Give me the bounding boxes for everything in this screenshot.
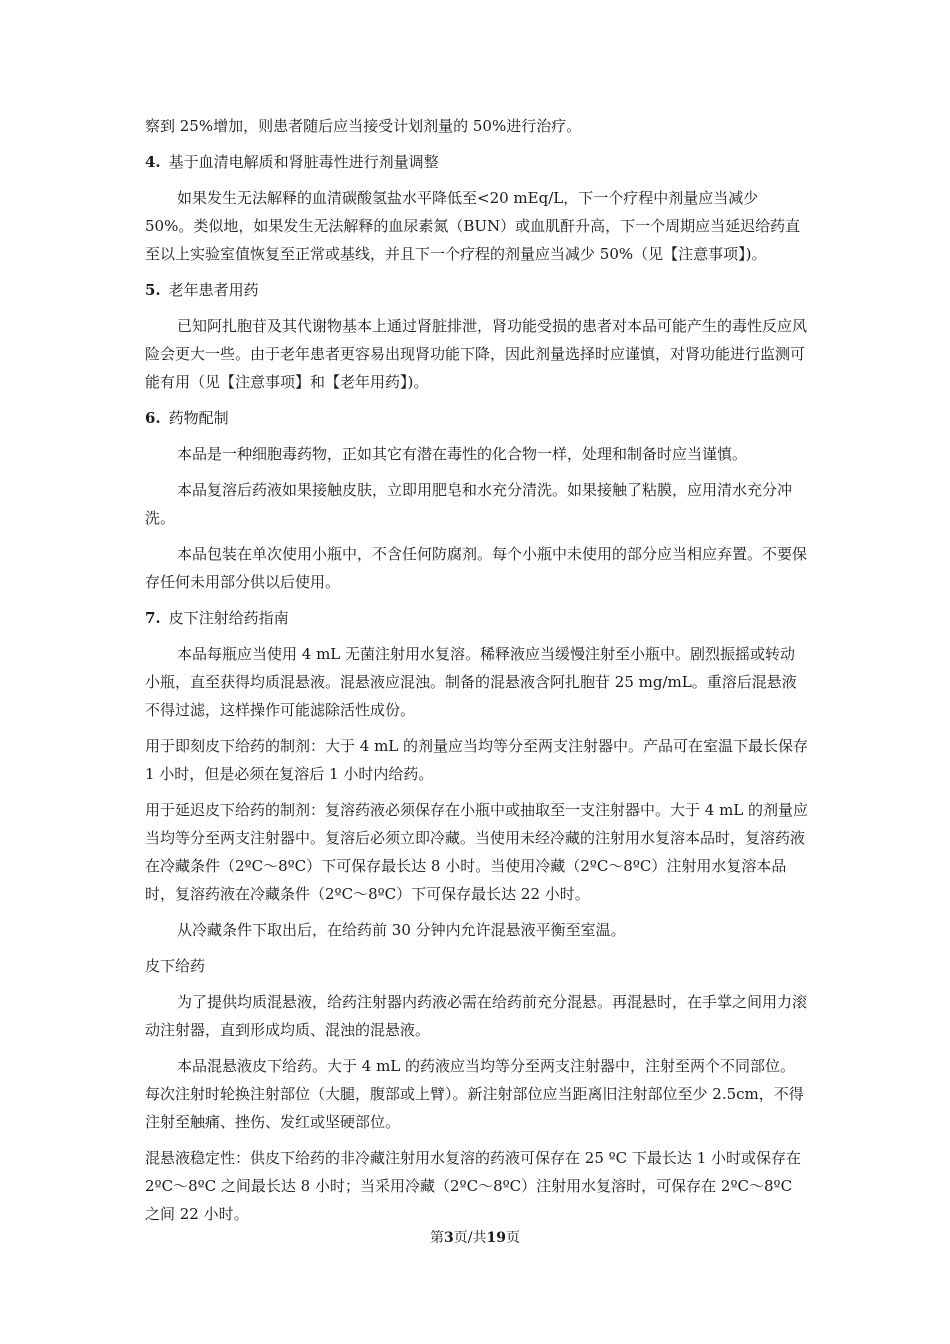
- section-title: 皮下注射给药指南: [168, 609, 289, 627]
- footer-suffix: 页: [505, 1230, 520, 1246]
- paragraph: 用于即刻皮下给药的制剂：大于 4 mL 的剂量应当均等分至两支注射器中。产品可在室温下最长保存 1 小时，但是必须在复溶后 1 小时内给药。: [145, 737, 809, 783]
- document-body: [145, 112, 810, 1236]
- section-number: 4.: [145, 153, 161, 171]
- section-number: 6.: [145, 409, 161, 427]
- section-heading: [145, 148, 810, 176]
- paragraph: 如果发生无法解释的血清碳酸氢盐水平降低至<20 mEq/L，下一个疗程中剂量应当减少 50%。类似地，如果发生无法解释的血尿素氮（BUN）或血肌酐升高，下一个周期应当延迟给药直至以上实验室值恢复至正常或基线，并且下一个疗程的剂量应当减少 50%（见【注意事项】)。: [145, 189, 801, 263]
- page-footer: [0, 1228, 950, 1248]
- section-title: 基于血清电解质和肾脏毒性进行剂量调整: [168, 153, 439, 171]
- section-heading: [145, 604, 810, 632]
- paragraph: 已知阿扎胞苷及其代谢物基本上通过肾脏排泄，肾功能受损的患者对本品可能产生的毒性反应风险会更大一些。由于老年患者更容易出现肾功能下降，因此剂量选择时应谨慎，对肾功能进行监测可能有用（见【注意事项】和【老年用药】)。: [145, 317, 808, 391]
- section-heading: [145, 404, 810, 432]
- paragraph: 混悬液稳定性：供皮下给药的非冷藏注射用水复溶的药液可保存在 25 ºC 下最长达 1 小时或保存在 2ºC～8ºC 之间最长达 8 小时；当采用冷藏（2ºC～8ºC）注射用水复溶时，可保存在 2ºC～8ºC 之间 22 小时。: [145, 1149, 802, 1223]
- footer-middle: 页/共: [453, 1230, 487, 1246]
- paragraph: 本品混悬液皮下给药。大于 4 mL 的药液应当均等分至两支注射器中，注射至两个不同部位。每次注射时轮换注射部位（大腿，腹部或上臂）。新注射部位应当距离旧注射部位至少 2.5cm，不得注射至触痛、挫伤、发红或坚硬部位。: [145, 1057, 804, 1131]
- section-heading: [145, 276, 810, 304]
- paragraph: 察到 25%增加，则患者随后应当接受计划剂量的 50%进行治疗。: [145, 117, 582, 135]
- paragraph: 从冷藏条件下取出后，在给药前 30 分钟内允许混悬液平衡至室温。: [177, 921, 626, 939]
- section-title: 老年患者用药: [168, 281, 259, 299]
- subheading: 皮下给药: [145, 957, 206, 975]
- section-number: 7.: [145, 609, 161, 627]
- paragraph: 本品复溶后药液如果接触皮肤，立即用肥皂和水充分清洗。如果接触了粘膜，应用清水充分冲洗。: [145, 481, 793, 527]
- paragraph: 本品是一种细胞毒药物，正如其它有潜在毒性的化合物一样，处理和制备时应当谨慎。: [177, 445, 748, 463]
- paragraph: 本品每瓶应当使用 4 mL 无菌注射用水复溶。稀释液应当缓慢注射至小瓶中。剧烈振摇或转动小瓶，直至获得均质混悬液。混悬液应混浊。制备的混悬液含阿扎胞苷 25 mg/mL。重溶后混悬液不得过滤，这样操作可能滤除活性成份。: [145, 645, 797, 719]
- paragraph: 用于延迟皮下给药的制剂：复溶药液必须保存在小瓶中或抽取至一支注射器中。大于 4 mL 的剂量应当均等分至两支注射器中。复溶后必须立即冷藏。当使用未经冷藏的注射用水复溶本品时，复溶药液在冷藏条件（2ºC～8ºC）下可保存最长达 8 小时。当使用冷藏（2ºC～8ºC）注射用水复溶本品时，复溶药液在冷藏条件（2ºC～8ºC）下可保存最长达 22 小时。: [145, 801, 809, 903]
- paragraph: 为了提供均质混悬液，给药注射器内药液必需在给药前充分混悬。再混悬时，在手掌之间用力滚动注射器，直到形成均质、混浊的混悬液。: [145, 993, 808, 1039]
- paragraph: 本品包装在单次使用小瓶中，不含任何防腐剂。每个小瓶中未使用的部分应当相应弃置。不要保存任何未用部分供以后使用。: [145, 545, 808, 591]
- footer-prefix: 第: [430, 1230, 445, 1246]
- current-page-number: 3: [444, 1230, 454, 1246]
- total-page-count: 19: [486, 1230, 506, 1246]
- section-title: 药物配制: [168, 409, 229, 427]
- section-number: 5.: [145, 281, 161, 299]
